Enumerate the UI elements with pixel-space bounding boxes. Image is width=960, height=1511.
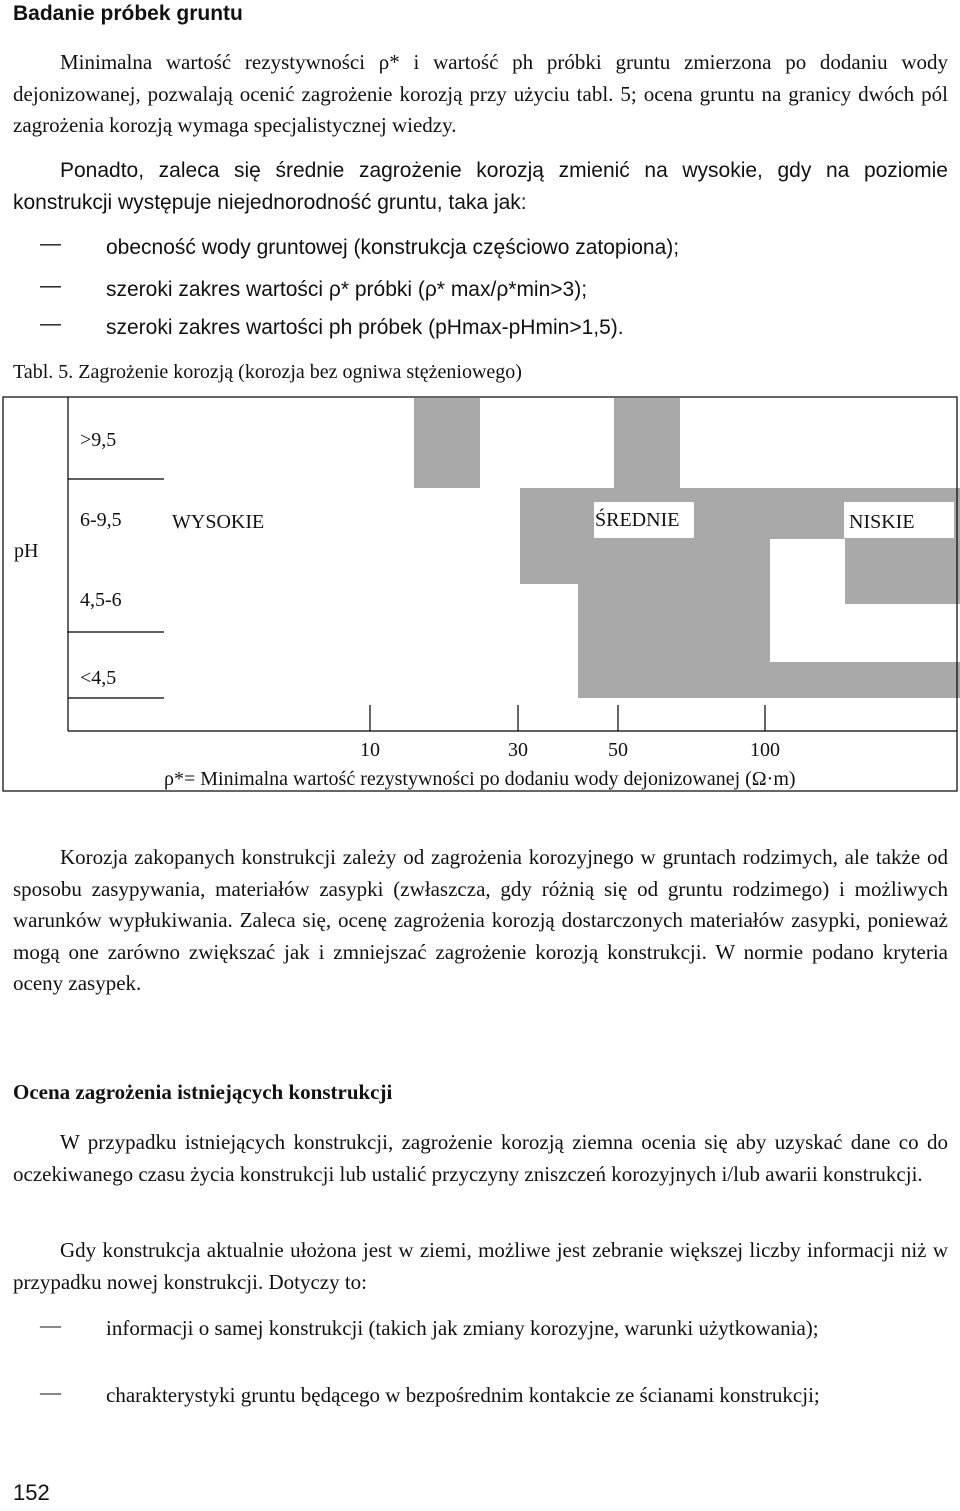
list-item: charakterystyki gruntu będącego w bezpośrednim kontakcie ze ścianami konstrukcji; (106, 1383, 820, 1407)
zone-label-high: WYSOKIE (172, 511, 265, 533)
paragraph-existing-structures: W przypadku istniejących konstrukcji, zagrożenie korozją ziemna ocenia się aby uzyskać dane co do oczekiwanego czasu życia konstrukcji lub ustalić przyczyny zniszczeń korozyjnych i/lub awarii konstrukcji. (13, 1130, 948, 1186)
dash-bullet: — (40, 1313, 61, 1337)
paragraph-resistivity-ph: Minimalna wartość rezystywności ρ* i wartość ph próbki gruntu zmierzona po dodaniu wody dejonizowanej, pozwalają ocenić zagrożenie korozją przy użyciu tabl. 5; ocena gruntu na granicy dwóch pól zagrożenia korozją wymaga specjalistycznej wiedzy. (13, 50, 948, 137)
paragraph-heterogeneity: Ponadto, zaleca się średnie zagrożenie korozją zmienić na wysokie, gdy na poziomie konstrukcji występuje niejednorodność gruntu, taka jak: (13, 159, 948, 214)
ph-row-label: <4,5 (80, 667, 117, 689)
dash-bullet: — (40, 312, 61, 335)
dash-bullet: — (40, 232, 61, 255)
ph-axis-label: pH (14, 540, 39, 562)
section-heading: Badanie próbek gruntu (13, 2, 243, 25)
list-item: informacji o samej konstrukcji (takich jak zmiany korozyjne, warunki użytkowania); (106, 1316, 819, 1340)
page-number: 152 (13, 1480, 50, 1505)
list-item: szeroki zakres wartości ph próbek (pHmax-pHmin>1,5). (106, 316, 624, 339)
resistivity-tick-label: 30 (508, 739, 528, 761)
resistivity-tick-label: 50 (608, 739, 628, 761)
list-item: szeroki zakres wartości ρ* próbki (ρ* max/ρ*min>3); (106, 278, 588, 301)
dash-bullet: — (40, 1380, 61, 1404)
resistivity-tick-label: 100 (750, 739, 780, 761)
shaded-boundary-bands (414, 398, 960, 698)
list-item: obecność wody gruntowej (konstrukcja częściowo zatopiona); (106, 236, 680, 259)
zone-label-medium: ŚREDNIE (595, 509, 680, 531)
resistivity-tick-label: 10 (360, 739, 380, 761)
paragraph-more-information: Gdy konstrukcja aktualnie ułożona jest w ziemi, możliwe jest zebranie większej liczby informacji niż w przypadku nowej konstrukcji. Dotyczy to: (13, 1238, 948, 1294)
resistivity-tick-marks (370, 705, 765, 731)
paragraph-backfill: Korozja zakopanych konstrukcji zależy od zagrożenia korozyjnego w gruntach rodzimych, ale także od sposobu zasypywania, materiałów zasypki (zwłaszcza, gdy różnią się od gruntu rodzimego) i możliwych warunków wypłukiwania. Zaleca się, ocenę zagrożenia korozją dostarczonych materiałów zasypki, ponieważ mogą one zarówno zwiększać jak i zmniejszać zagrożenie korozją konstrukcji. W normie podano kryteria oceny zasypek. (13, 845, 948, 995)
ph-row-label: >9,5 (80, 429, 117, 451)
table-caption: Tabl. 5. Zagrożenie korozją (korozja bez ogniwa stężeniowego) (13, 361, 522, 383)
corrosion-threat-table (0, 394, 960, 794)
zone-label-low: NISKIE (849, 511, 915, 533)
section-heading: Ocena zagrożenia istniejących konstrukcji (13, 1080, 393, 1104)
dash-bullet: — (40, 274, 61, 297)
ph-row-label: 6-9,5 (80, 509, 122, 531)
ph-row-label: 4,5-6 (80, 589, 122, 611)
resistivity-axis-note: ρ*= Minimalna wartość rezystywności po dodaniu wody dejonizowanej (Ω·m) (164, 768, 796, 790)
